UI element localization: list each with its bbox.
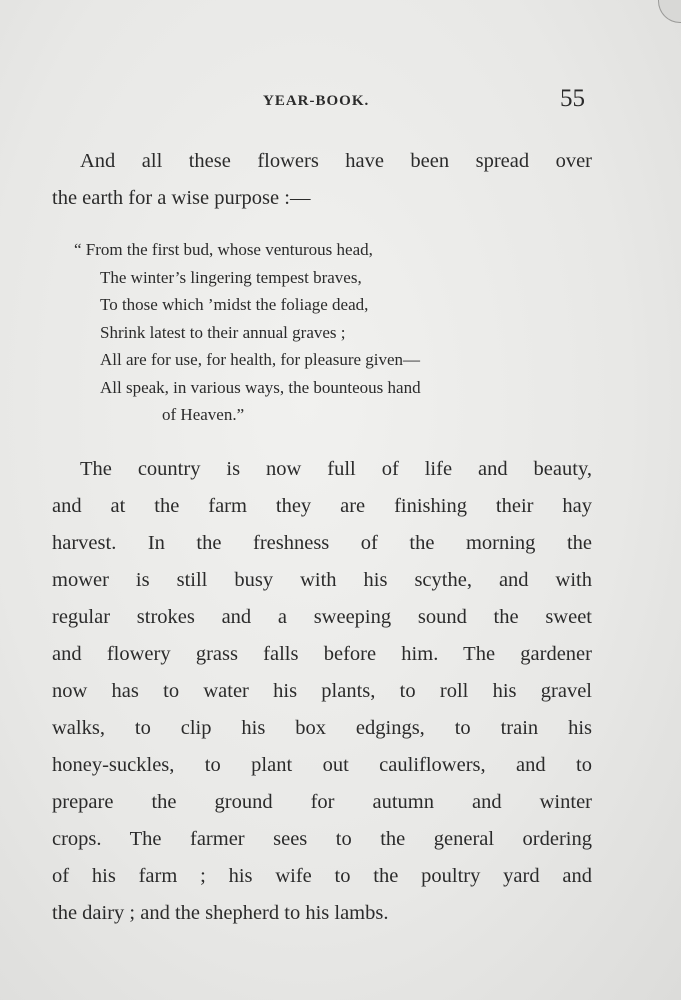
- text-line: The country is now full of life and beauty,: [80, 458, 592, 480]
- text-line: honey-suckles, to plant out cauliflowers, and to: [52, 754, 592, 776]
- text-line: crops. The farmer sees to the general ordering: [52, 828, 592, 850]
- verse-line: “ From the first bud, whose venturous head,: [74, 240, 373, 259]
- text-line: prepare the ground for autumn and winter: [52, 791, 592, 813]
- verse-line: All are for use, for health, for pleasure given—: [100, 350, 421, 369]
- verse-line: of Heaven.”: [162, 405, 245, 424]
- text-line: regular strokes and a sweeping sound the sweet: [52, 606, 592, 628]
- text-line: the dairy ; and the shepherd to his lambs.: [52, 902, 389, 924]
- text-line: and at the farm they are finishing their hay: [52, 495, 592, 517]
- page-number: 55: [560, 85, 585, 112]
- verse-line: Shrink latest to their annual graves ;: [100, 322, 346, 342]
- text-line: and flowery grass falls before him. The gardener: [52, 643, 592, 665]
- text-line: now has to water his plants, to roll his gravel: [52, 680, 592, 702]
- main-paragraph: [52, 451, 592, 932]
- text-line: of his farm ; his wife to the poultry yard and: [52, 865, 592, 887]
- verse-line: To those which ’midst the foliage dead,: [100, 295, 369, 314]
- text-line: And all these flowers have been spread over: [80, 150, 592, 172]
- verse-line: The winter’s lingering tempest braves,: [100, 267, 362, 287]
- intro-paragraph: [52, 143, 592, 217]
- page-corner-curl: [658, 0, 681, 23]
- verse-line: All speak, in various ways, the bounteous hand: [100, 377, 421, 397]
- text-line: harvest. In the freshness of the morning the: [52, 532, 592, 554]
- text-line: the earth for a wise purpose :—: [52, 187, 311, 209]
- text-line: walks, to clip his box edgings, to train his: [52, 717, 592, 739]
- text-line: mower is still busy with his scythe, and with: [52, 569, 592, 591]
- running-head: YEAR-BOOK.: [263, 93, 370, 109]
- verse-quotation: [74, 236, 574, 429]
